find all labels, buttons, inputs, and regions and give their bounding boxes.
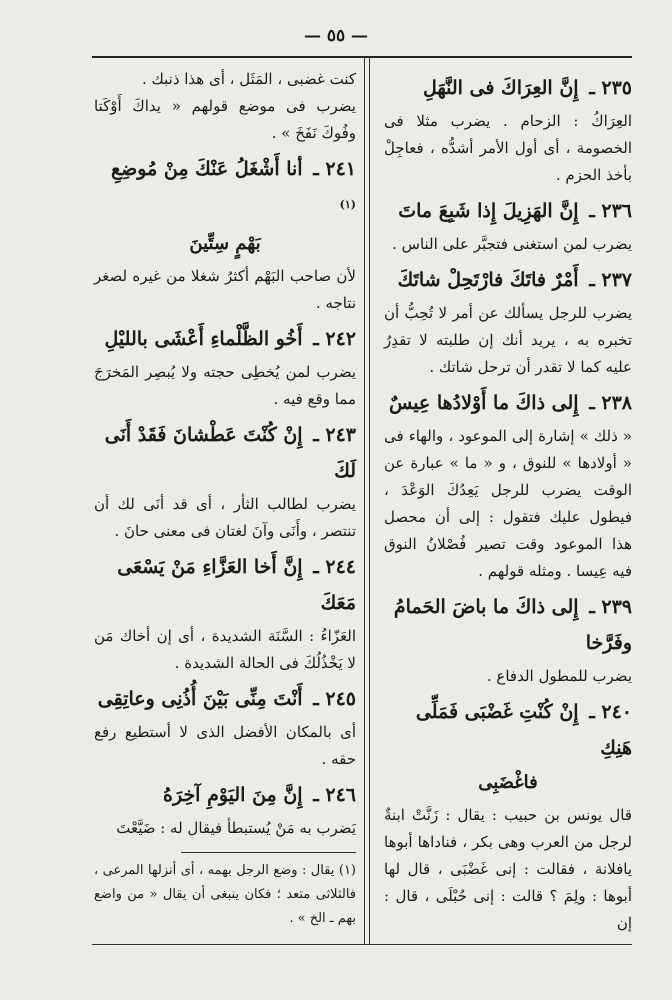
entry-proverb: إِنْ كُنْتِ غَضْبَى فَمَلِّى هَنِكِ: [415, 701, 632, 759]
entry-236: [384, 193, 632, 258]
entry-title: [384, 694, 632, 766]
entry-243: [94, 417, 356, 545]
entry-238: [384, 385, 632, 585]
entry-body: يَضرب به مَنْ يُستبطأ فيقال له : ضَيَّعْتَ: [116, 819, 356, 838]
entry-title: [384, 262, 632, 298]
entry-proverb: إِلى ذاكَ ما باضَ الحَمامُ وفَرَّخا: [393, 596, 632, 654]
entry-239: [384, 589, 632, 690]
entry-title: [384, 589, 632, 661]
entry-number: ٢٣٥ ـ: [589, 77, 632, 99]
entry-proverb-continuation: بَهْمٍ سِتِّينَ: [189, 233, 261, 255]
entry-body: يضرب للمطول الدفاع .: [486, 667, 632, 685]
entry-body: « ذلك » إشارة إلى الموعود ، والهاء فى « أولادها » للنوق ، و « ما » عبارة عن الوقت يضرب للرجل يَعِدُكَ الوَعْدَ ، فيطول عليك فتقول : إلى أن محصل هذا الموعود وقت تصير فُصْلانُ النوق فيه عِيسا . ومثله قولهم .: [384, 427, 632, 580]
entry-body: العَزّاءُ : السَّنَة الشديدة ، أى إن أخاك مَن لا يَخْذُلُكَ فى الحالة الشديدة .: [94, 627, 356, 673]
continued-text: يضرب فى موضع قولهم « يداكَ أَوْكَتا وفُوكَ نَفَخَ » .: [94, 97, 356, 142]
entry-proverb: أَمْرٌ فاتَكَ فارْتَحِلْ شاتَكَ: [397, 269, 579, 291]
entry-title: [384, 70, 632, 106]
entry-title: [94, 777, 356, 813]
entry-number: ٢٤٢ ـ: [313, 328, 356, 351]
entry-body: لأن صاحب البَهْم أكثرُ شغلا من غيره لصغر نتاجه .: [94, 267, 356, 313]
entry-235: [384, 70, 632, 189]
entry-body: يضرب لمن استغنى فتجبَّر على الناس .: [392, 235, 632, 253]
entry-240: [384, 694, 632, 937]
left-column: [94, 66, 356, 938]
entry-title: [94, 681, 356, 717]
entry-number: ٢٣٩ ـ: [589, 596, 632, 618]
entry-proverb: إِنَّ مِنَ اليَوْمِ آخِرَهُ: [163, 784, 303, 807]
entry-number: ٢٣٧ ـ: [589, 269, 632, 291]
entry-body: يضرب لطالب الثأر ، أى قد أنَى لك أن تنتصر ، وأَنَى وآنَ لغتان فى معنى حانَ .: [94, 495, 356, 541]
entry-proverb: إِنَّ الهَزِيلَ إِذا شَبِعَ ماتَ: [398, 200, 579, 222]
entry-number: ٢٣٦ ـ: [589, 200, 632, 222]
entry-proverb-continuation: فاغْضَبِى: [478, 772, 538, 793]
entry-body: قال يونس بن حبيب : يقال : زَنَّتْ ابنةٌ لرجل من العرب وهى بكر ، فناداها أبوها يافلانة ، فقالت : إنى غَضْبَى ، قال لها أبوها : ولِمَ ؟ قالت : إنى حُبْلَى ، قال : إن: [384, 806, 632, 932]
entry-body: العِرَاكُ : الزحام . يضرب مثلا فى الخصومة ، أى أول الأمر أشدُّه ، فعاجِلْ بأخذ الحزم .: [384, 112, 632, 184]
entry-241: [94, 151, 356, 317]
entry-title: [384, 193, 632, 229]
entry-245: [94, 681, 356, 773]
entry-proverb: إِنْ كُنْتَ عَطْشانَ فَقَدْ أَنَى لَكَ: [104, 424, 356, 483]
entry-body: يضرب للرجل يسألك عن أمر لا تُحِبُّ أن تخبره به ، يريد أنك إن طلبته لا تقدِرُ عليه كما لا تقدر أن ترحل شاتك .: [384, 304, 632, 376]
entry-242: [94, 321, 356, 413]
entry-number: ٢٤٦ ـ: [313, 784, 356, 807]
footnote-text: (١) يقال : وضع الرجل بهمه ، أى أنزلها المرعى ، فالثلاثى متعد ؛ فكان ينبغى أن يقال « من واضع بهم ـ الخ » .: [94, 863, 356, 927]
entry-title: [384, 385, 632, 421]
entry-title: [94, 417, 356, 489]
entry-proverb: إِلى ذاكَ ما أَوْلادُها عِيسٌ: [388, 392, 579, 414]
right-column: [384, 66, 632, 936]
entry-title: [94, 549, 356, 621]
entry-number: ٢٤١ ـ: [313, 158, 356, 180]
footnote-marker: (١): [339, 198, 356, 211]
entry-number: ٢٤٣ ـ: [313, 424, 356, 447]
page-number: — ٥٥ —: [303, 26, 369, 46]
entry-body: أى بالمكان الأفضل الذى لا أستطيع رفع حقه .: [94, 723, 356, 769]
header-rule: [92, 56, 632, 58]
entry-proverb: إِنَّ أَخا العَزَّاءِ مَنْ يَسْعَى مَعَكَ: [117, 556, 356, 615]
column-divider: [364, 56, 370, 944]
entry-number: ٢٤٤ ـ: [313, 556, 356, 579]
footnote-rule: [181, 852, 356, 859]
entry-proverb: أنا أَشْغَلُ عَنْكَ مِنْ مُوضِعِ: [111, 158, 303, 180]
entry-proverb: أَنْتَ مِنِّى بَيْنَ أُذُنِى وعاتِقِى: [97, 688, 303, 711]
entry-body: يضرب لمن يُخطِى حجته ولا يُبصِر المَخرَجَ مما وقع فيه .: [94, 363, 356, 409]
entry-244: [94, 549, 356, 677]
entry-246: [94, 777, 356, 842]
footer-rule: [92, 944, 632, 945]
entry-237: [384, 262, 632, 381]
entry-title: [94, 321, 356, 357]
entry-title: [94, 151, 356, 227]
entry-proverb: إِنَّ العِرَاكَ فى النَّهَلِ: [422, 77, 579, 99]
entry-number: ٢٤٠ ـ: [589, 701, 632, 723]
entry-number: ٢٣٨ ـ: [589, 392, 632, 414]
entry-proverb: أَخُو الظَّلْماءِ أَعْشَى بالليْلِ: [104, 328, 303, 351]
continued-text: كنت غضبى ، المَثَل ، أى هذا ذنبك .: [141, 70, 356, 88]
entry-number: ٢٤٥ ـ: [313, 688, 356, 711]
